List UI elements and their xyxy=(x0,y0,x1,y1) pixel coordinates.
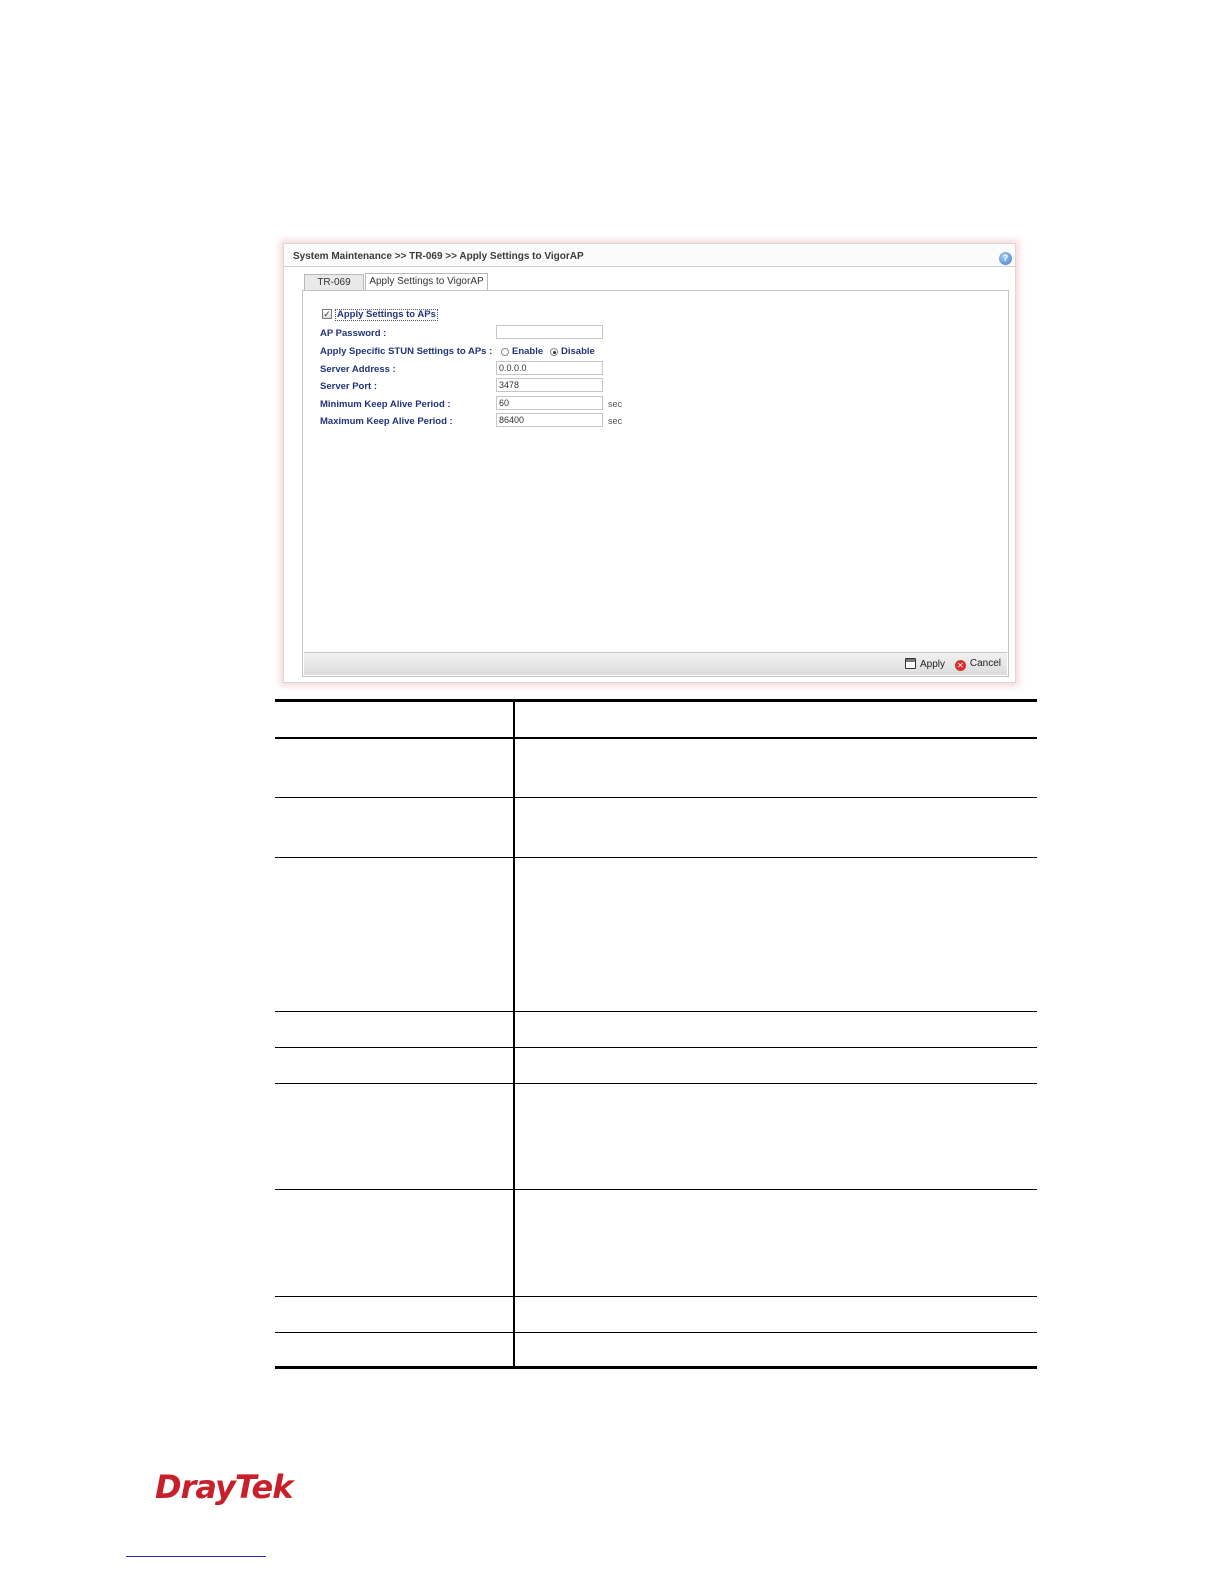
cancel-icon: ✕ xyxy=(955,660,966,671)
table-row xyxy=(275,858,1037,1012)
table-row xyxy=(275,1084,1037,1190)
max-keep-alive-unit: sec xyxy=(608,416,623,426)
apply-button-label: Apply xyxy=(919,659,945,670)
draytek-logo: DrayTek xyxy=(155,1468,293,1506)
settings-screenshot xyxy=(283,243,1016,683)
table-row xyxy=(275,1012,1037,1048)
stun-enable-label: Enable xyxy=(512,346,544,357)
min-keep-alive-label: Minimum Keep Alive Period : xyxy=(320,399,451,410)
panel-header xyxy=(284,244,1015,267)
form-panel xyxy=(302,290,1009,677)
server-address-label: Server Address : xyxy=(320,364,396,375)
stun-disable-radio[interactable] xyxy=(550,348,558,356)
description-table xyxy=(275,699,1037,1369)
server-port-input[interactable]: 3478 xyxy=(496,378,603,392)
stun-label: Apply Specific STUN Settings to APs : xyxy=(320,346,493,357)
max-keep-alive-label: Maximum Keep Alive Period : xyxy=(320,416,453,427)
stun-disable-label: Disable xyxy=(561,346,595,357)
cancel-button-label: Cancel xyxy=(969,658,1001,669)
max-keep-alive-input[interactable]: 86400 xyxy=(496,413,603,427)
ap-password-input[interactable] xyxy=(496,325,603,339)
apply-settings-checkbox[interactable]: ✓ xyxy=(323,309,331,319)
table-row xyxy=(275,738,1037,798)
min-keep-alive-input[interactable]: 60 xyxy=(496,396,603,410)
server-port-label: Server Port : xyxy=(320,381,378,392)
button-bar xyxy=(304,652,1007,675)
table-row xyxy=(275,1048,1037,1084)
stun-enable-radio[interactable] xyxy=(501,348,509,356)
apply-button[interactable] xyxy=(905,658,945,670)
min-keep-alive-unit: sec xyxy=(608,399,623,409)
table-row xyxy=(275,1190,1037,1297)
server-address-input[interactable]: 0.0.0.0 xyxy=(496,361,603,375)
tab-tr069[interactable]: TR-069 xyxy=(304,274,364,290)
apply-settings-label[interactable]: Apply Settings to APs xyxy=(337,309,436,320)
table-header-row xyxy=(275,701,1037,738)
table-row xyxy=(275,798,1037,858)
footer-divider xyxy=(126,1556,266,1557)
tab-apply-settings[interactable]: Apply Settings to VigorAP xyxy=(365,273,488,291)
help-icon[interactable]: ? xyxy=(999,252,1012,265)
table-row xyxy=(275,1333,1037,1368)
table-row xyxy=(275,1297,1037,1333)
cancel-button[interactable] xyxy=(955,658,1001,671)
save-icon xyxy=(905,658,916,669)
page-title: System Maintenance >> TR-069 >> Apply Settings to VigorAP xyxy=(293,251,584,262)
ap-password-label: AP Password : xyxy=(320,328,387,339)
